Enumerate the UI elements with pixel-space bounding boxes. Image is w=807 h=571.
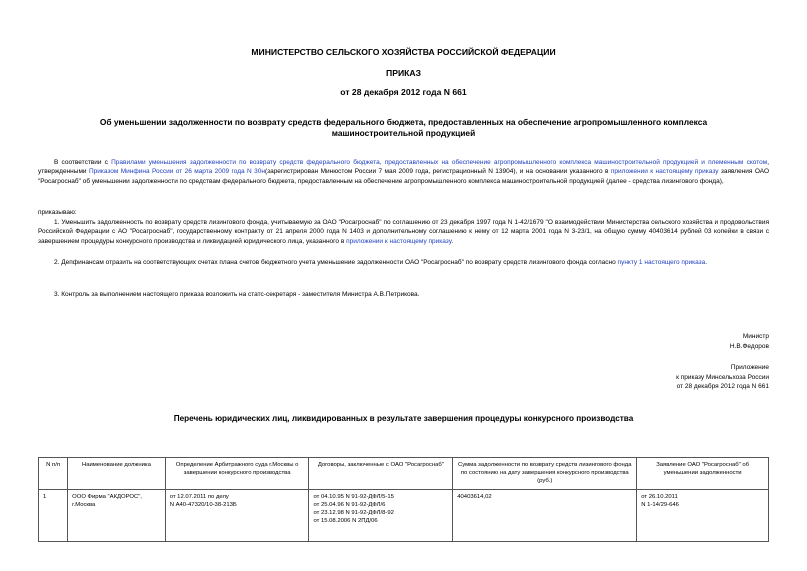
claim-date: от 26.10.2011 [641,494,678,500]
contract-4: от 15.08.2006 N 2ПД/06 [313,518,378,524]
item-3 [38,290,769,299]
header-contracts: Договоры, заключенные с ОАО "Росагроснаб" [309,458,453,490]
appendix-line-1: Приложение [730,364,769,371]
minfin-order-link[interactable]: Приказом Минфина России от 26 марта 2009 года N 30н [88,168,265,176]
order-word: приказываю: [38,209,77,216]
appendix-link-1[interactable]: приложении к настоящему приказу [610,168,719,176]
court-date: от 12.07.2011 по делу [169,494,229,500]
appendix-link-2[interactable]: приложении к настоящему приказу [346,237,452,245]
item-1-link[interactable]: пункту 1 настоящего приказа [617,259,706,266]
item-1-text: 1. Уменьшить задолженность по возврату средств лизингового фонда, учитываемую за ОАО "Росагроснаб" по соглашению от 23 декабря 1997 года N 1-42/1679 "О взаимодействии Министерства сельского хозяйства и продовольствия Российской Федерации с АО "Росагроснаб", государственному контракту от 21 апреля 2000 года N 1403 и дополнительному соглашению к нему от 12 марта 2001 года N 3-23/1, на общую сумму 40403614 рублей 03 копейки в связи с завершением процедуры конкурсного производства и ликвидацией юридического лица, указанного в [38,219,769,245]
preamble-text-1: В соответствии с [54,159,112,166]
item-2 [38,258,769,267]
cell-amount: 40403614,02 [453,490,637,542]
appendix-header [676,363,769,392]
header-number: N п/п [39,458,68,490]
item-2-end: . [705,259,708,266]
cell-debtor [68,490,166,542]
cell-court-ruling [165,490,309,542]
item-3-text: 3. Контроль за выполнением настоящего приказа возложить на статс-секретаря - заместителя Министра А.В.Петрикова. [54,291,420,298]
cell-claim [637,490,769,542]
table-row [39,490,769,542]
signature-block [730,332,769,351]
item-2-text: 2. Депфинансам отразить на соответствующих счетах плана счетов бюджетного учета уменьшение задолженности ОАО "Росагроснаб" по возврату средств лизингового фонда согласно [54,259,618,266]
contract-3: от 23.12.98 N 91-92-ДФЛ/8-92 [313,510,394,516]
appendix-line-2: к приказу Минсельхоза России [676,373,769,381]
signature-name: Н.В.Федоров [729,342,769,350]
item-1-end: . [451,237,454,245]
table-header-row [39,458,769,490]
header-amount: Сумма задолженности по возврату средств лизингового фонда по состоянию на дату завершения конкурсного производства (руб.) [453,458,637,490]
list-title: Перечень юридических лиц, ликвидированных в результате завершения процедуры конкурсного производства [173,414,634,423]
header-debtor: Наименование должника [68,458,166,490]
doc-type: ПРИКАЗ [386,68,421,78]
preamble-paragraph [38,158,769,186]
ministry-heading: МИНИСТЕРСТВО СЕЛЬСКОГО ХОЗЯЙСТВА РОССИЙСКОЙ ФЕДЕРАЦИИ [251,47,556,57]
header-court-ruling: Определение Арбитражного суда г.Москвы о завершении конкурсного производства [165,458,309,490]
preamble-text-3: (зарегистрирован Минюстом России 7 мая 2009 года, регистрационный N 13904), и на основании указанного в [264,168,611,176]
court-case: N А40-47320/10-38-213Б [169,502,237,508]
claim-number: N 1-14/29-646 [641,502,679,508]
contract-2: от 25.04.96 N 91-92-ДФЛ/6 [313,502,386,508]
doc-title: Об уменьшении задолженности по возврату средств федерального бюджета, предоставленных на обеспечение агропромышленного комплекса машиностроительной продукцией [99,117,708,138]
rules-link[interactable]: Правилами уменьшения задолженности по возврату средств федерального бюджета, предоставленных на обеспечение агропромышленного комплекса машиностроительной продукцией и племенным скотом [111,159,768,166]
debtor-city: г.Москва [72,502,96,508]
cell-contracts [309,490,453,542]
cell-number: 1 [39,490,68,542]
appendix-line-3: от 28 декабря 2012 года N 661 [676,383,769,391]
contract-1: от 04.10.95 N 91-92-ДФЛ/5-15 [313,494,394,500]
liquidated-entities-table [38,457,769,542]
doc-date-number: от 28 декабря 2012 года N 661 [340,87,467,97]
debtor-name: ООО Фирма "АКДОРОС", [72,494,142,500]
preamble-text-4: заявления ОАО "Росагроснаб" об уменьшении задолженности по средствам федерального бюджета, предоставленным на обеспечение агропромышленного комплекса машиностроительной продукцией (далее - средства лизингового фонда), [38,168,769,185]
preamble-text-2: , утвержденными [38,159,770,176]
header-claim: Заявление ОАО "Росагроснаб" об уменьшении задолженности [637,458,769,490]
signature-position: Министр [742,333,769,340]
item-1 [38,218,769,246]
